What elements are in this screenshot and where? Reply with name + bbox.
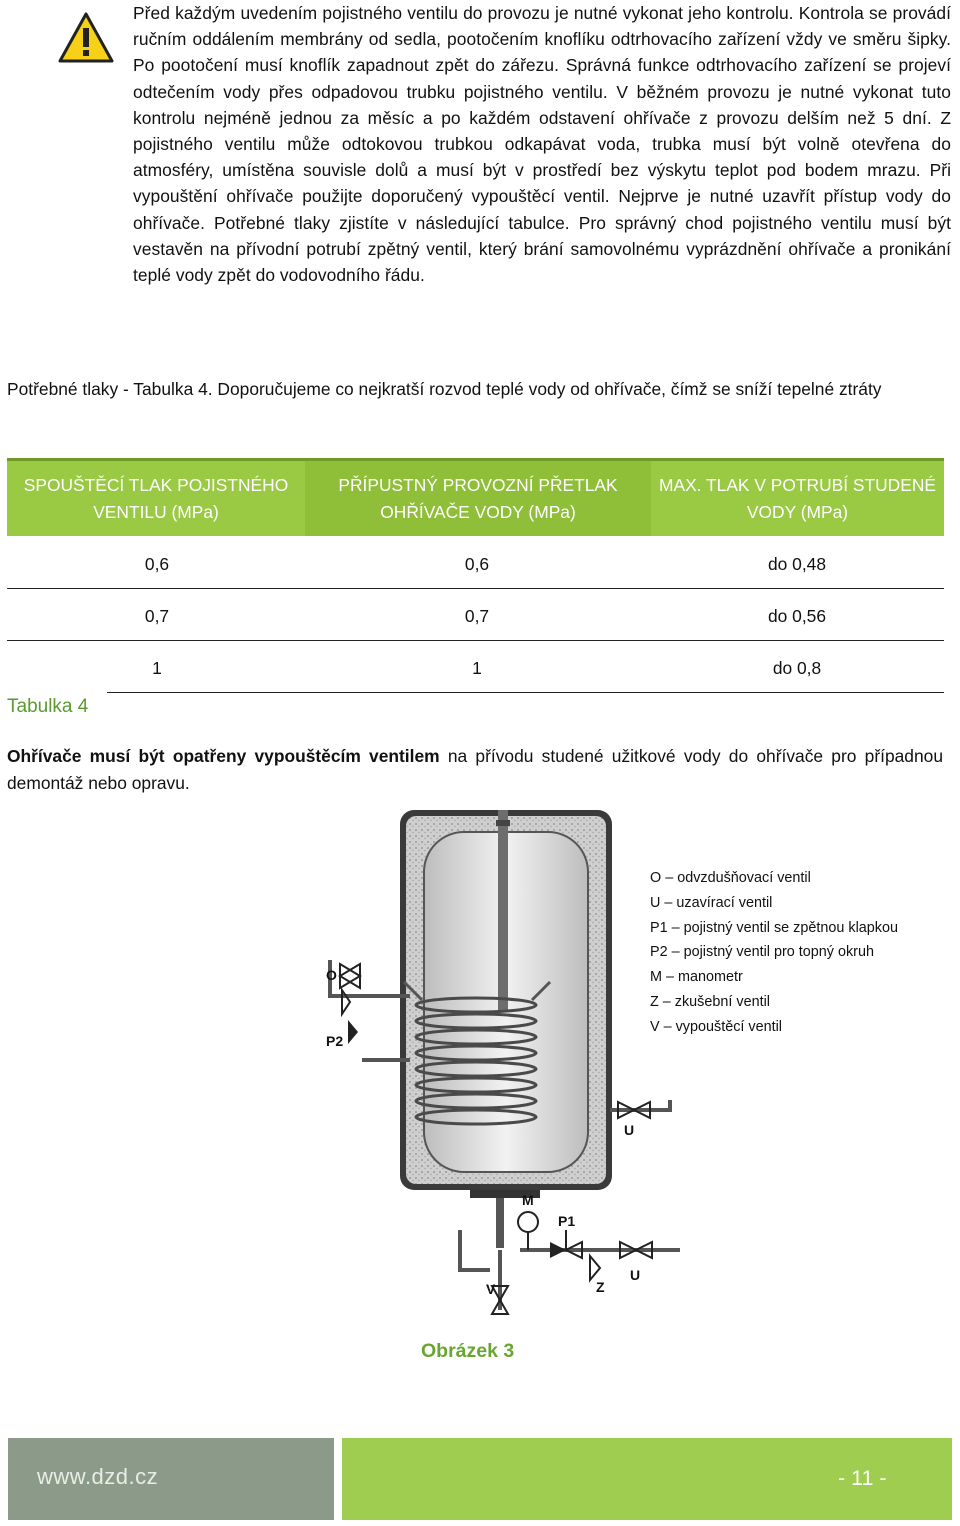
- label-p2: P2: [326, 1033, 344, 1049]
- valve-p1: [550, 1242, 566, 1258]
- manometer: [518, 1212, 538, 1232]
- note-bold: Ohřívače musí být opatřeny vypouštěcím ventilem: [7, 746, 440, 766]
- table-cell: do 0,56: [767, 606, 827, 626]
- table-cell: 1: [472, 658, 482, 678]
- label-v: V: [486, 1281, 496, 1297]
- pressure-note: Potřebné tlaky - Tabulka 4. Doporučujeme co nejkratší rozvod teplé vody od ohřívače, čímž se sníží tepelné ztráty: [7, 379, 882, 399]
- table-cell: 0,7: [144, 606, 170, 626]
- intro-text-1: Před každým uvedením pojistného ventilu do provozu je nutné vykonat jeho kontrolu. Kontrola se provádí ručním oddálením membrány od sedla, pootočením knoflíku odtrhovacího zařízení vždy ve směru šipky. Po pootočení musí knoflík zapadnout zpět do zářezu. Správná funkce odtrhovacího zařízení se projeví odtečením vody přes odpadovou trubku pojistného ventilu.: [133, 3, 951, 102]
- table-cell: do 0,48: [767, 554, 827, 574]
- water-heater-diagram: [300, 810, 680, 1320]
- table-cell: 0,6: [464, 554, 490, 574]
- table-cell: 0,7: [464, 606, 490, 626]
- legend-item: M – manometr: [650, 969, 743, 986]
- label-u2: U: [630, 1267, 641, 1283]
- diagram-legend: [650, 866, 898, 1040]
- table-row-divider: [7, 588, 944, 589]
- legend-item: Z – zkušební ventil: [650, 993, 770, 1010]
- table-header-cell: MAX. TLAK V POTRUBÍ STUDENÉ VODY (MPa): [651, 461, 944, 536]
- table-row-divider: [107, 692, 944, 693]
- valve-o: [340, 964, 360, 988]
- warning-icon: [58, 12, 114, 64]
- drain-valve-note: [7, 743, 943, 797]
- legend-item: P2 – pojistný ventil pro topný okruh: [650, 944, 874, 961]
- label-m: M: [522, 1192, 534, 1208]
- label-u: U: [624, 1122, 635, 1138]
- footer-website[interactable]: www.dzd.cz: [37, 1464, 159, 1489]
- table-header-cell: SPOUŠTĚCÍ TLAK POJISTNÉHO VENTILU (MPa): [7, 461, 305, 536]
- table-header-cell: PŘÍPUSTNÝ PROVOZNÍ PŘETLAK OHŘÍVAČE VODY (MPa): [305, 461, 651, 536]
- table-row-divider: [7, 640, 944, 641]
- label-z: Z: [596, 1279, 605, 1295]
- intro-text-3: Z pojistného ventilu může odtokovou trubkou odkapávat voda, trubka musí být volně otevřena do atmosféry, umístěna souvisle dolů a musí být v prostředí bez výskytu teplot pod bodem mrazu. Při vypouštění ohřívače použijte doporučený vypouštěcí ventil. Nejprve je nutné uzavřít přístup vody do ohřívače. Potřebné tlaky zjistíte v následující tabulce. Pro správný chod pojistného ventilu musí být vestavěn na přívodní potrubí zpětný ventil, který brání samovolnému vyprázdnění ohřívače a pronikání teplé vody zpět do vodovodního řádu.: [133, 107, 951, 286]
- valve-z: [590, 1256, 600, 1280]
- legend-item: V – vypouštěcí ventil: [650, 1018, 782, 1035]
- figure-caption: Obrázek 3: [421, 1340, 515, 1362]
- legend-item: O – odvzdušňovací ventil: [650, 870, 811, 886]
- intro-text-2: V běžném provozu je nutné vykonat tuto kontrolu nejméně jednou za měsíc a po každém odstavení ohřívače z provozu delším než 5 dní.: [133, 81, 951, 128]
- valve-p2: [348, 1020, 358, 1044]
- legend-item: P1 – pojistný ventil se zpětnou klapkou: [650, 919, 898, 936]
- table-row: [7, 538, 944, 590]
- intro-paragraph: [133, 0, 951, 288]
- legend-item: U – uzavírací ventil: [650, 894, 773, 911]
- note-rest: na přívodu studené užitkové vody do ohřívače pro případnou demontáž nebo opravu.: [7, 746, 943, 793]
- label-o: O: [326, 967, 337, 983]
- table-cell: 0,6: [144, 554, 170, 574]
- table-row: [7, 642, 944, 694]
- label-p1: P1: [558, 1213, 576, 1229]
- table-caption: Tabulka 4: [7, 696, 89, 717]
- table-header: [7, 458, 944, 536]
- table-row: [7, 590, 944, 642]
- table-cell: 1: [152, 658, 162, 678]
- page-number: - 11 -: [838, 1466, 887, 1490]
- table-cell: do 0,8: [772, 658, 822, 678]
